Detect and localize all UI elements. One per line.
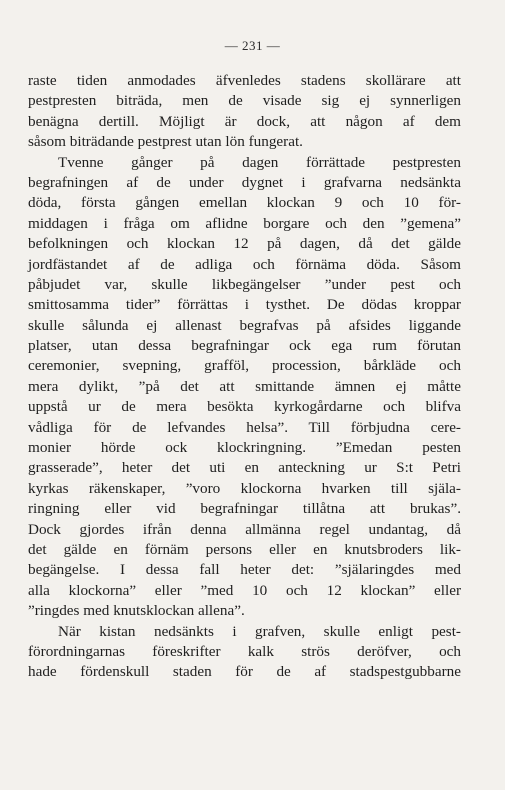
page-number: — 231 —: [224, 38, 281, 53]
text-line: vådliga för de lefvandes helsa”. Till förbjudna cere-: [28, 418, 461, 436]
text-line: befolkningen och klockan 12 på dagen, då det gälde: [28, 235, 461, 253]
text-line: ringning eller vid begrafningar tillåtna att brukas”.: [28, 500, 461, 518]
text-line: ceremonier, svepning, grafföl, procession, bårkläde och: [28, 357, 461, 375]
text-line: döda, första gången emellan klockan 9 och 10 för-: [28, 194, 461, 212]
text-line: benägna dertill. Möjligt är dock, att någon af dem: [28, 112, 461, 130]
text-line: hade fördenskull staden för de af stadspestgubbarne: [28, 663, 461, 681]
text-line: begängelse. I dessa fall heter det: ”själaringdes med: [28, 561, 461, 579]
text-line: såsom biträdande pestprest utan lön fungerat.: [28, 133, 303, 151]
text-line: mera dylikt, ”på det att smittande ämnen ej måtte: [28, 377, 461, 395]
text-line: jordfästandet af de adliga och förnäma döda. Såsom: [28, 255, 461, 273]
text-line: smittosamma tider” förrättas i tysthet. De dödas kroppar: [28, 296, 461, 314]
text-line: kyrkas räkenskaper, ”voro klockorna hvarken till själa-: [28, 479, 461, 497]
paragraph-start-line: Tvenne gånger på dagen förrättade pestpresten: [58, 153, 461, 171]
paragraph-start-line: När kistan nedsänkts i grafven, skulle enligt pest-: [58, 622, 461, 640]
text-line: ”ringdes med knutsklockan allena”.: [28, 602, 245, 620]
text-line: raste tiden anmodades äfvenledes stadens skollärare att: [28, 72, 461, 89]
text-line: skulle sålunda ej allenast begrafvas på afsides liggande: [28, 316, 461, 334]
text-line: alla klockorna” eller ”med 10 och 12 klockan” eller: [28, 581, 461, 599]
text-line: uppstå ur de mera besökta kyrkogårdarne och blifva: [28, 398, 461, 416]
text-line: förordningarnas föreskrifter kalk strös deröfver, och: [28, 642, 461, 660]
body-text: [28, 71, 461, 683]
text-line: påbjudet var, skulle likbegängelser ”under pest och: [28, 275, 461, 293]
text-line: monier hörde ock klockringning. ”Emedan pesten: [28, 439, 461, 457]
text-line: platser, utan dessa begrafningar ock ega rum förutan: [28, 337, 461, 355]
text-line: Dock gjordes ifrån denna allmänna regel undantag, då: [28, 520, 461, 538]
text-line: grasserade”, heter det uti en anteckning ur S:t Petri: [28, 459, 461, 477]
text-line: begrafningen af de under dygnet i grafvarna nedsänkta: [28, 173, 461, 191]
text-line: pestpresten biträda, men de visade sig ej synnerligen: [28, 92, 461, 110]
text-line: det gälde en förnäm persons eller en knutsbroders lik-: [28, 540, 461, 558]
text-line: middagen i fråga om aflidne borgare och den ”gemena”: [28, 214, 461, 232]
